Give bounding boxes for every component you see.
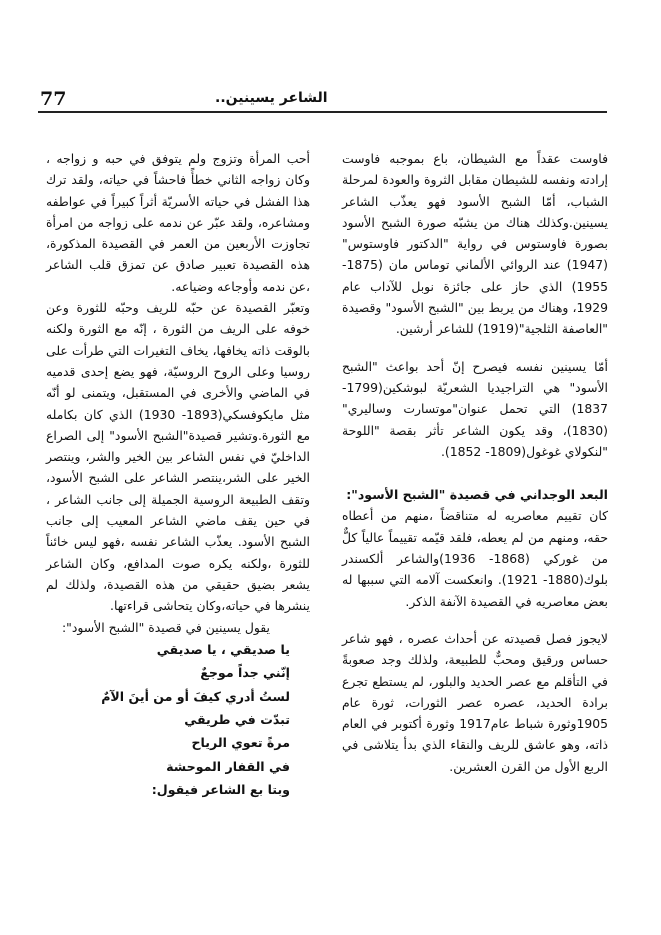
paragraph-gap <box>342 612 608 628</box>
page-number: 77 <box>40 88 67 110</box>
left-column <box>46 148 310 802</box>
poem-verse: وبتا بع الشاعر فيقول: <box>151 782 290 798</box>
poem-verse: تبدّت في طريقي <box>184 712 290 728</box>
left-paragraph-2: وتعبّر القصيدة عن حبّه للريف وحبّه للثورة وعن خوفه على الريف من الثورة ، إنّه مع الثورة ولكنه بالوقت ذاته يخافها، يخاف التغيرات التي طرأت على روسيا وعلى الروح الروسيّة، فهو يضع إحدى قدميه في الماضي والأخرى في المستقبل، ويتمنى لو أنّه مثل مايكوفسكي(1893- 1930) الذي كان بكامله مع الثورة.وتشير قصيدة"الشبح الأسود" إلى الصراع الداخليّ في نفس الشاعر بين الخير والشر، وينتصر الخير على الشر،ينتصر الشاعر على الشبح الأسود، وتقف الطبيعة الروسية الجميلة إلى جانب الشاعر ، في حين يقف ماضي الشاعر المعيب إلى جانب الشبح الأسود. يعذّب الشاعر نفسه ،فهو ليس خائناً للثورة ،ولكنه يكره صوت المدافع، وكان الشاعر يشعر بضيق حقيقي من هذه القصيدة، ولذلك لم ينشرها في حياته،وكان يتحاشى قراءتها. <box>46 300 310 614</box>
right-paragraph-2: أمّا يسينين نفسه فيصرح إنّ أحد بواعث "الشبح الأسود" هي التراجيديا الشعريّة لبوشكين(1799- 1837) التي تحمل عنوان"موتسارت وساليري"(1830)، وقد يكون الشاعر تأثر بقصة "اللوحة "لنكولاي غوغول(1809- 1852). <box>342 358 608 459</box>
poem-verse: إنّني جداً موجعٌ <box>200 665 290 681</box>
right-paragraph-3: كان تقييم معاصريه له متناقضاً ،منهم من أعطاه حقه، ومنهم من لم يعطه، فلقد قيّمه تقييماً عالياً كلٌّ من غوركي (1868- 1936)والشاعر ألكسندر بلوك(1880- 1921). وانعكست آلامه التي سببها له بعض معاصريه في القصيدة الآنفة الذكر. <box>342 508 608 609</box>
section-heading: البعد الوجداني في قصيدة "الشبح الأسود": <box>346 487 608 503</box>
poem-verse: في القفار الموحشة <box>166 758 290 774</box>
poem-intro: يقول يسينين في قصيدة "الشبح الأسود": <box>61 619 270 635</box>
header-divider <box>38 111 607 113</box>
running-header-title: الشاعر يسينين.. <box>215 90 328 106</box>
poem-verse: يا صديقي ، يا صديقي <box>156 641 290 657</box>
right-paragraph-4: لايجوز فصل قصيدته عن أحداث عصره ، فهو شاعر حساس ورقيق ومحبٌّ للطبيعة، ولذلك وجد صعوبةً في التأقلم مع عصر الحديد والبلور، لم يستطع تجرع برادة الحديد، عصره عصر الثورات، ثورة عام 1905وثورة شباط عام1917 وثورة أكتوبر في العام ذاته، وهو عاشق للريف والنقاء الذي بدأ يتلاشى في الربع الأول من القرن العشرين. <box>342 630 608 774</box>
left-paragraph-1: أحب المرأة وتزوج ولم يتوفق في حبه و زواجه ، وكان زواجه الثاني خطأً فاحشاً في حياته، ولقد ترك هذا الفشل في حياته الأسريّة أثراً كبيراً في عواطفه ومشاعره، ولقد عبّر عن ندمه على زواجه من امرأة تجاوزت الأربعين من العمر في القصيدة المذكورة، هذه القصيدة تعبير صادق عن تمزق قلب الشاعر ،عن ندمه وأوجاعه وضياعه. <box>46 151 310 294</box>
right-paragraph-1: فاوست عقداً مع الشيطان، باع بموجبه فاوست إرادته ونفسه للشيطان مقابل الثروة والعودة لمرحلة الشباب، أمّا الشبح الأسود فهو يعذّب الشاعر يسينين.وكذلك هناك من يشبّه صورة الشبح الأسود بصورة فاوستوس في رواية "الدكتور فاوستوس"(1947) عند الروائي الألماني توماس مان (1875- 1955) الذي حاز على جائزة نوبل للآداب عام 1929، وهناك من يربط بين "الشبح الأسود" وقصيدة "العاصفة الثلجية"(1919) للشاعر أرشين. <box>342 151 608 337</box>
right-column <box>342 148 608 777</box>
poem-verse: مرةً تعوي الرياح <box>191 735 290 751</box>
paragraph-gap <box>342 340 608 356</box>
poem-verse: لستُ أدري كيفَ أو من أينَ الآمٌ <box>101 688 290 704</box>
